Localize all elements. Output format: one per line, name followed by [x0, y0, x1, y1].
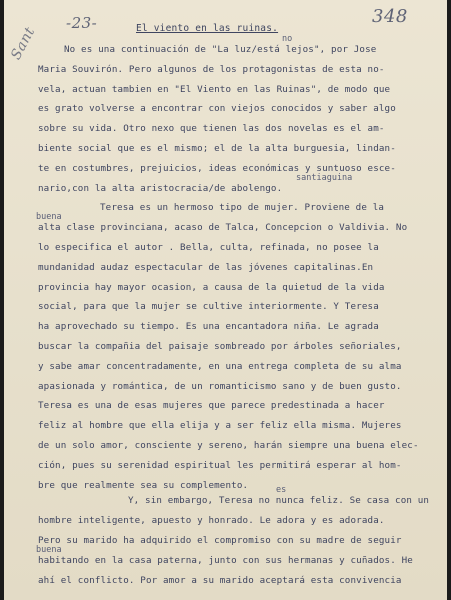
text-line: sobre su vida. Otro nexo que tienen las dos novelas es el am- — [38, 123, 385, 135]
text-line: lo especifica el autor . Bella, culta, refinada, no posee la — [38, 242, 379, 253]
text-line: provincia hay mayor ocasion, a causa de la quietud de la vida — [38, 281, 385, 293]
text-line: bre que realmente sea su complemento. — [38, 479, 249, 491]
insertion-santiaguina: santiaguina — [296, 172, 353, 183]
document-title: El viento en las ruinas. — [136, 23, 279, 34]
text-line: alta clase provinciana, acaso de Talca, Concepcion o Valdivia. No — [38, 222, 408, 234]
text-line: No es una continuación de "La luz/está lejos", por Jose — [64, 44, 377, 55]
text-line: te en costumbres, prejuicios, ideas económicas y suntuoso esce- — [38, 162, 396, 174]
text-line: nario,con la alta aristocracia/de abolengo. — [38, 182, 283, 194]
text-line: habitando en la casa paterna, junto con sus hermanas y cuñados. He — [38, 554, 413, 566]
insertion-es: es — [276, 485, 287, 496]
text-line: vela, actuan tambien en "El Viento en las Ruinas", de modo que — [38, 83, 391, 95]
insertion-buena: buena — [36, 212, 62, 223]
text-line: Maria Souvirón. Pero algunos de los protagonistas de esta no- — [38, 63, 385, 75]
text-line: hombre inteligente, apuesto y honrado. Le adora y es adorada. — [38, 515, 385, 527]
text-line: Teresa es una de esas mujeres que parece predestinada a hacer — [38, 400, 385, 412]
text-line: Y, sin embargo, Teresa no nunca feliz. Se casa con un — [128, 495, 430, 507]
handwritten-margin-note: Sant — [8, 24, 39, 63]
handwritten-folio-number: 348 — [372, 6, 408, 27]
text-line: ahí el conflicto. Por amor a su marido aceptará esta convivencia — [38, 574, 402, 586]
text-line: Pero su marido ha adquirido el compromiso con su madre de seguir — [38, 535, 402, 546]
handwritten-page-number: -23- — [66, 14, 98, 32]
text-line: mundanidad audaz espectacular de las jóvenes capitalinas.En — [38, 261, 374, 273]
text-line: apasionada y romántica, de un romanticismo sano y de buen gusto. — [38, 380, 402, 392]
text-line: y sabe amar concentradamente, en una entrega completa de su alma — [38, 360, 402, 372]
text-line: Teresa es un hermoso tipo de mujer. Proviene de la — [100, 202, 385, 214]
text-line: biente social que es el mismo; el de la alta burguesia, lindan- — [38, 143, 396, 154]
text-line: ha aprovechado su tiempo. Es una encantadora niña. Le agrada — [38, 321, 379, 333]
text-line: ción, pues su serenidad espiritual les permitirá esperar al hom- — [38, 459, 402, 471]
text-line: es grato volverse a encontrar con viejos conocidos y saber algo — [38, 103, 396, 115]
insertion-no: no — [282, 34, 293, 44]
text-line: de un solo amor, consciente y sereno, harán siempre una buena elec- — [38, 440, 419, 451]
insertion-buena-2: buena — [36, 544, 62, 555]
text-line: buscar la compañia del paisaje sombreado por árboles señoriales, — [38, 341, 402, 352]
text-line: feliz al hombre que ella elija y a ser feliz ella misma. Mujeres — [38, 420, 402, 432]
text-line: social, para que la mujer se cultive interiormente. Y Teresa — [38, 301, 379, 313]
